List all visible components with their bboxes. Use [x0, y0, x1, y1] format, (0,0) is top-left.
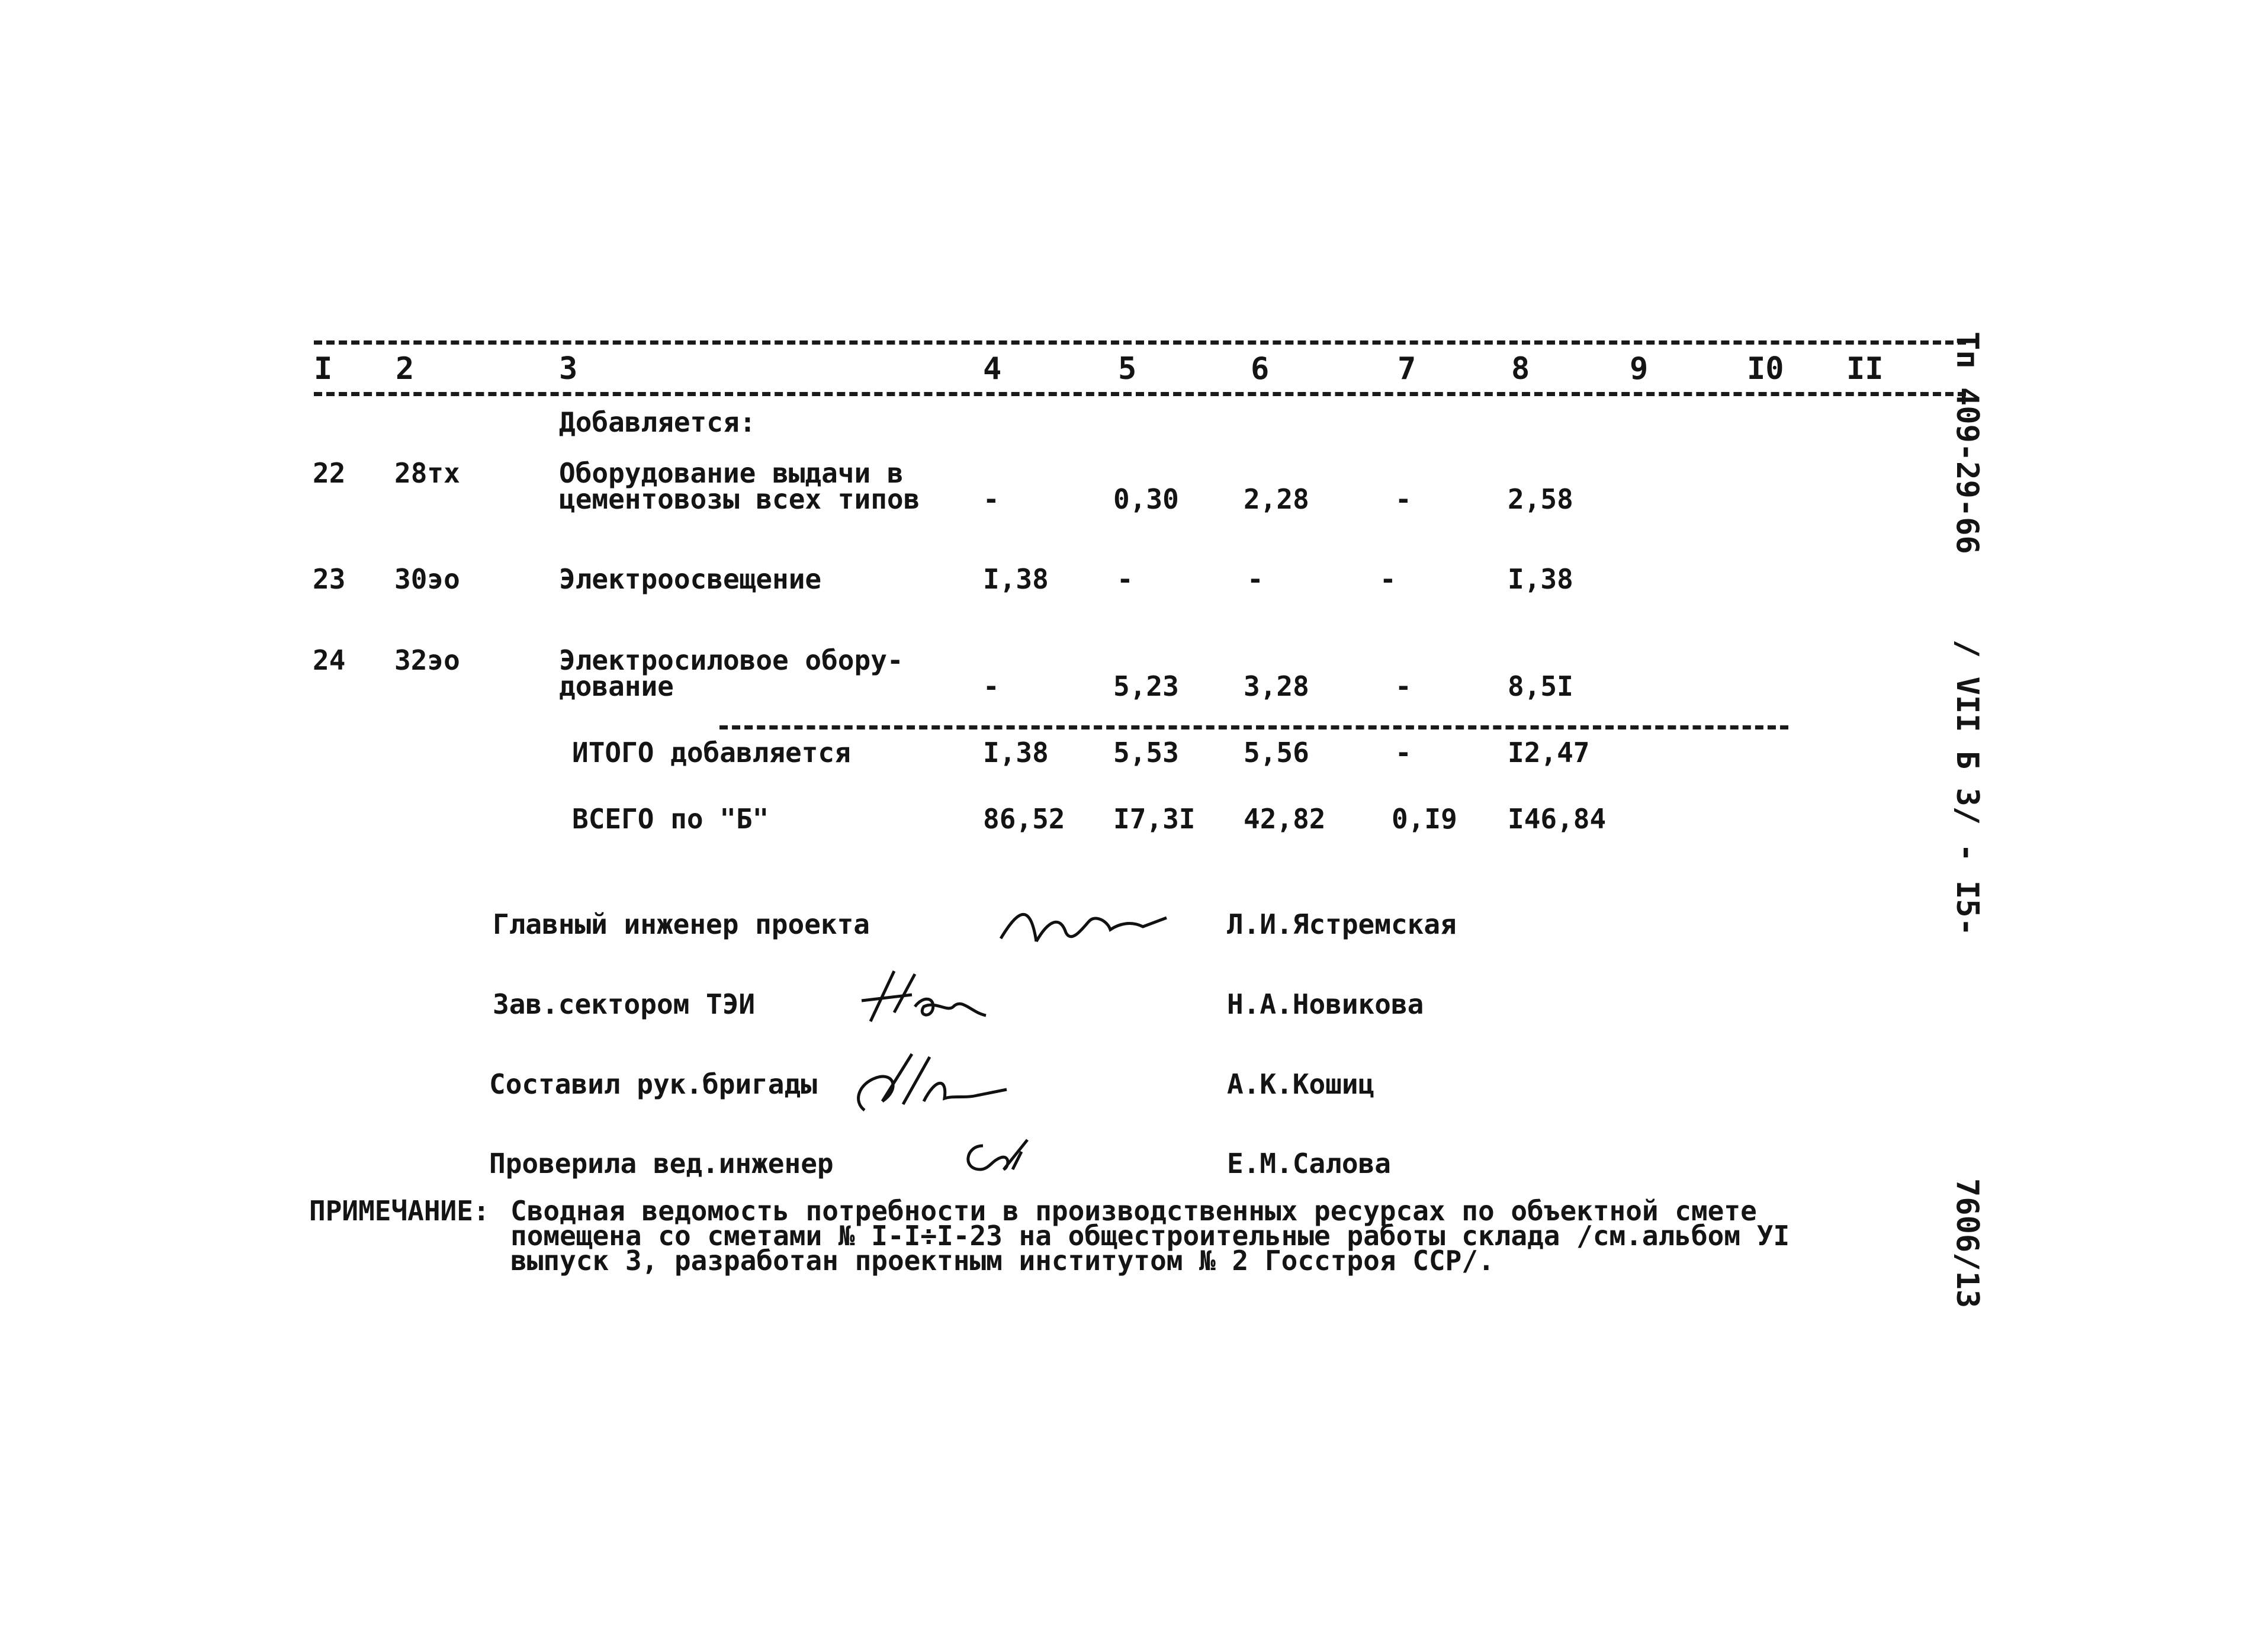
row-24-col5: 5,23 [1113, 670, 1179, 702]
signature-role-chief-engineer: Главный инженер проекта [493, 908, 870, 940]
margin-doc-code: Тп 409-29-66 [1949, 332, 1985, 554]
signature-name-lead-engineer: Е.М.Салова [1227, 1148, 1391, 1179]
col-header-9: 9 [1630, 351, 1649, 387]
col-header-10: I0 [1747, 351, 1784, 387]
row-23-col8: I,38 [1508, 563, 1573, 595]
col-header-7: 7 [1398, 351, 1416, 387]
row-22-col4: - [983, 483, 1000, 515]
row-22-name-line2: цементовозы всех типов [559, 483, 920, 515]
header-top-rule [314, 340, 1966, 345]
margin-album-page: / VII Б 3/ - I5- [1949, 639, 1985, 936]
row-22-col6: 2,28 [1244, 483, 1309, 515]
itogo-label: ИТОГО добавляется [572, 737, 851, 769]
row-24-col7: - [1395, 670, 1412, 702]
itogo-col8: I2,47 [1508, 737, 1590, 769]
col-header-6: 6 [1251, 351, 1270, 387]
vsego-col8: I46,84 [1508, 803, 1607, 835]
row-24-col6: 3,28 [1244, 670, 1309, 702]
col-header-3: 3 [559, 351, 578, 387]
col-header-11: II [1846, 351, 1884, 387]
col-header-5: 5 [1118, 351, 1137, 387]
row-23-code: 30эо [394, 563, 460, 595]
col-header-1: I [314, 351, 333, 387]
vsego-col7: 0,I9 [1392, 803, 1457, 835]
handwritten-signature-lead-engineer [956, 1134, 1033, 1187]
row-23-name-line1: Электроосвещение [559, 563, 822, 595]
row-24-code: 32эо [394, 644, 460, 676]
row-23-col6: - [1247, 563, 1264, 595]
vsego-col5: I7,3I [1113, 803, 1196, 835]
row-24-name-line1: Электросиловое обору- [559, 644, 904, 676]
note-line-1: Сводная ведомость потребности в производственных ресурсах по объектной смете [510, 1195, 1757, 1227]
row-22-col5: 0,30 [1113, 483, 1179, 515]
col-header-8: 8 [1511, 351, 1530, 387]
vsego-col4: 86,52 [983, 803, 1065, 835]
itogo-col4: I,38 [983, 737, 1049, 769]
itogo-col7: - [1395, 737, 1412, 769]
signature-name-sector-head: Н.А.Новикова [1227, 988, 1424, 1020]
row-22-code: 28тх [394, 457, 460, 489]
row-24-col8: 8,5I [1508, 670, 1573, 702]
vsego-label: ВСЕГО по "Б" [572, 803, 769, 835]
header-bottom-rule [314, 392, 1966, 396]
signature-role-sector-head: Зав.сектором ТЭИ [493, 988, 756, 1020]
margin-archive-number: 7606/13 [1949, 1178, 1985, 1309]
note-label: ПРИМЕЧАНИЕ: [309, 1195, 490, 1227]
row-23-number: 23 [313, 563, 346, 595]
row-22-col8: 2,58 [1508, 483, 1573, 515]
section-title: Добавляется: [559, 406, 756, 438]
row-22-col7: - [1395, 483, 1412, 515]
handwritten-signature-chief-engineer [995, 897, 1172, 950]
row-24-col4: - [983, 670, 1000, 702]
signature-role-lead-engineer: Проверила вед.инженер [489, 1148, 834, 1179]
row-23-col5: - [1117, 563, 1133, 595]
handwritten-signature-team-lead [847, 1042, 1013, 1119]
note-line-2: помещена со сметами № I-I÷I-23 на общестроительные работы склада /см.альбом УI [510, 1220, 1790, 1252]
signature-name-team-lead: А.К.Кошиц [1227, 1068, 1375, 1100]
signature-name-chief-engineer: Л.И.Ястремская [1227, 908, 1457, 940]
signature-role-team-lead: Составил рук.бригады [489, 1068, 817, 1100]
row-24-number: 24 [313, 644, 346, 676]
itogo-col5: 5,53 [1113, 737, 1179, 769]
col-header-2: 2 [396, 351, 415, 387]
row-22-number: 22 [313, 457, 346, 489]
vsego-col6: 42,82 [1244, 803, 1326, 835]
row-23-col4: I,38 [983, 563, 1049, 595]
col-header-4: 4 [983, 351, 1002, 387]
note-line-3: выпуск 3, разработан проектным институтом № 2 Госстроя ССР/. [510, 1245, 1495, 1277]
row-24-name-line2: дование [559, 670, 674, 702]
itogo-col6: 5,56 [1244, 737, 1309, 769]
handwritten-signature-sector-head [859, 965, 989, 1030]
subtotal-rule [719, 725, 1788, 729]
row-22-name-line1: Оборудование выдачи в [559, 457, 904, 489]
row-23-col7: - [1380, 563, 1396, 595]
